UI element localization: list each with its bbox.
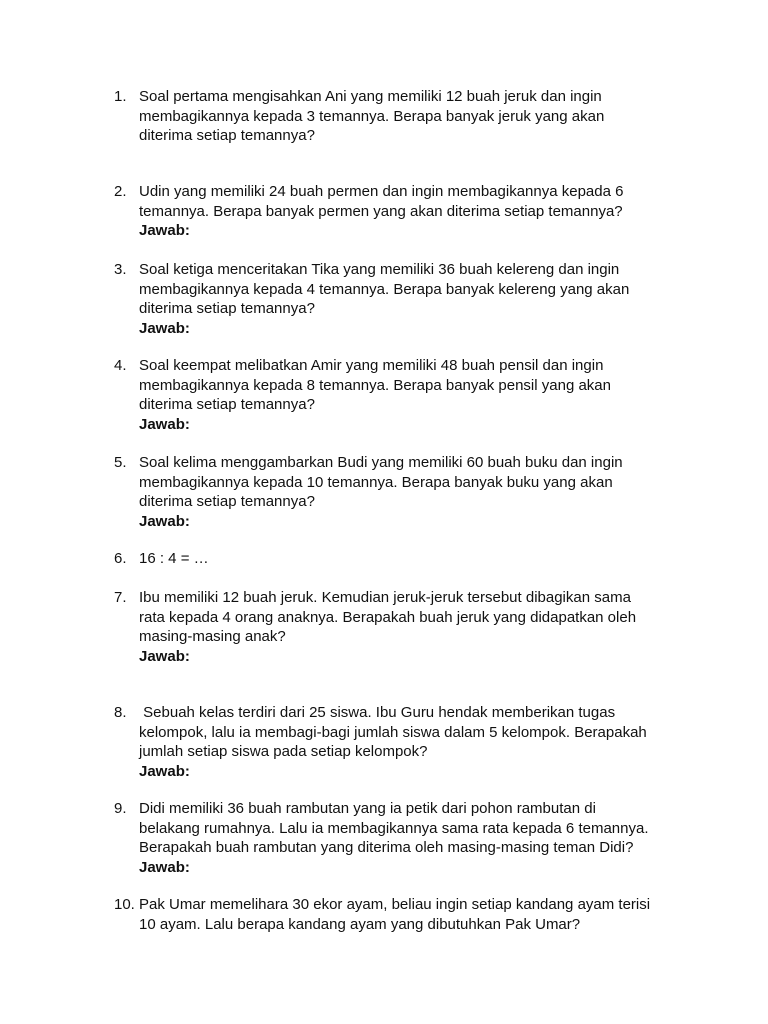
question-number: 7. <box>114 589 127 606</box>
question-text-line: masing-masing anak? <box>139 628 286 645</box>
question-4 <box>114 356 674 434</box>
answer-label: Jawab: <box>139 222 190 239</box>
question-text-line: Sebuah kelas terdiri dari 25 siswa. Ibu Guru hendak memberikan tugas <box>139 704 616 721</box>
question-text-line: belakang rumahnya. Lalu ia membagikannya sama rata kepada 6 temannya. <box>139 819 649 837</box>
question-5 <box>114 453 674 531</box>
question-text-line: 16 : 4 = … <box>139 550 209 567</box>
question-6 <box>114 549 674 569</box>
question-text-line: Ibu memiliki 12 buah jeruk. Kemudian jeruk-jeruk tersebut dibagikan sama <box>139 589 631 606</box>
question-1 <box>114 87 674 146</box>
question-text-line: Soal keempat melibatkan Amir yang memiliki 48 buah pensil dan ingin <box>139 357 604 374</box>
question-text-line: jumlah setiap siswa pada setiap kelompok? <box>139 743 428 760</box>
question-8 <box>114 703 674 781</box>
answer-label: Jawab: <box>139 512 190 530</box>
question-text-line: Soal kelima menggambarkan Budi yang memiliki 60 buah buku dan ingin <box>139 454 623 471</box>
question-number: 4. <box>114 357 127 374</box>
question-text-line: membagikannya kepada 8 temannya. Berapa banyak pensil yang akan <box>139 376 611 394</box>
question-text-line: Pak Umar memelihara 30 ekor ayam, beliau ingin setiap kandang ayam terisi <box>139 896 651 913</box>
question-9 <box>114 799 674 877</box>
question-text-line: kelompok, lalu ia membagi-bagi jumlah siswa dalam 5 kelompok. Berapakah <box>139 723 647 741</box>
question-text-line: Berapakah buah rambutan yang diterima oleh masing-masing teman Didi? <box>139 839 634 856</box>
question-text-line: temannya. Berapa banyak permen yang akan diterima setiap temannya? <box>139 202 623 220</box>
question-text-line: membagikannya kepada 10 temannya. Berapa banyak buku yang akan <box>139 473 613 491</box>
question-text-line: Soal ketiga menceritakan Tika yang memiliki 36 buah kelereng dan ingin <box>139 261 620 278</box>
question-number: 8. <box>114 704 127 721</box>
question-text-line: Soal pertama mengisahkan Ani yang memiliki 12 buah jeruk dan ingin <box>139 88 602 105</box>
question-text-line: diterima setiap temannya? <box>139 493 315 510</box>
question-10 <box>114 895 674 934</box>
question-text-line: membagikannya kepada 4 temannya. Berapa banyak kelereng yang akan <box>139 280 630 298</box>
question-number: 1. <box>114 88 127 105</box>
question-2 <box>114 182 674 241</box>
question-number: 5. <box>114 454 127 471</box>
question-text-line: diterima setiap temannya? <box>139 127 315 144</box>
question-text-line: membagikannya kepada 3 temannya. Berapa banyak jeruk yang akan <box>139 107 605 125</box>
question-7 <box>114 588 674 666</box>
answer-label: Jawab: <box>139 858 190 876</box>
question-text-line: 10 ayam. Lalu berapa kandang ayam yang dibutuhkan Pak Umar? <box>139 915 581 933</box>
question-number: 6. <box>114 550 127 567</box>
question-3 <box>114 260 674 338</box>
answer-label: Jawab: <box>139 319 190 337</box>
question-text-line: Udin yang memiliki 24 buah permen dan ingin membagikannya kepada 6 <box>139 183 624 200</box>
question-number: 9. <box>114 800 127 817</box>
answer-label: Jawab: <box>139 415 190 433</box>
question-number: 3. <box>114 261 127 278</box>
question-text-line: diterima setiap temannya? <box>139 396 315 413</box>
question-text-line: diterima setiap temannya? <box>139 300 315 317</box>
question-text-line: Didi memiliki 36 buah rambutan yang ia petik dari pohon rambutan di <box>139 800 596 817</box>
answer-label: Jawab: <box>139 762 190 780</box>
question-number: 10. <box>114 896 135 913</box>
answer-label: Jawab: <box>139 647 190 665</box>
question-text-line: rata kepada 4 orang anaknya. Berapakah buah jeruk yang didapatkan oleh <box>139 608 637 626</box>
question-number: 2. <box>114 183 127 200</box>
